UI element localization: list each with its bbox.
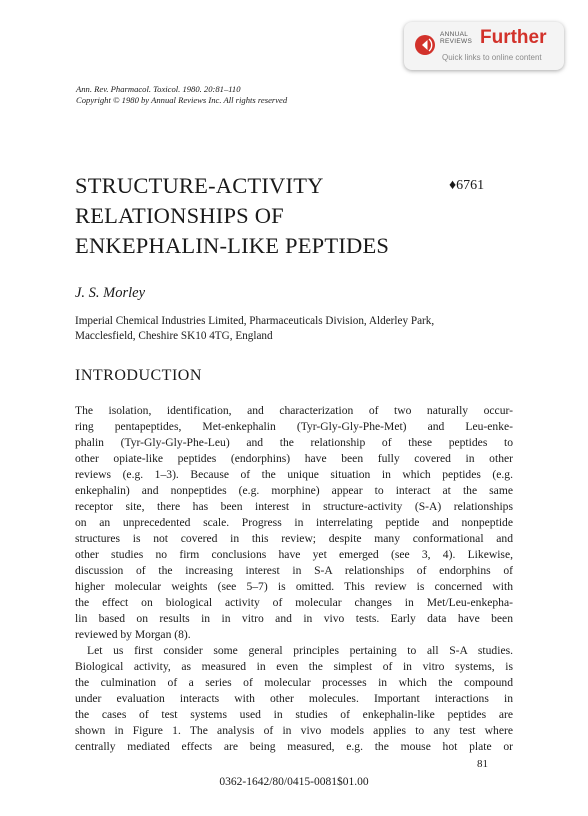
text-line: on an unprecedented scale. Progress in interrelating peptide and nonpeptide (75, 516, 513, 529)
text-line: ring pentapeptides, Met-enkephalin (Tyr-Gly-Gly-Phe-Met) and Leu-enke- (75, 420, 513, 433)
text-line: enkephalin) and nonpeptides (e.g. morphine) appear to interact at the same (75, 484, 513, 497)
text-line: phalin (Tyr-Gly-Gly-Phe-Leu) and the relationship of these peptides to (75, 436, 513, 449)
text-line: receptor site, there has been interest in structure-activity (S-A) relationships (75, 500, 513, 513)
text-line: the cases of test systems used in studies of enkephalin-like peptides are (75, 708, 513, 721)
text-line: structures is not covered in this review; despite many conformational and (75, 532, 513, 545)
text-line: the effect on biological activity of molecular changes in Met/Leu-enkepha- (75, 596, 513, 609)
badge-quick-links: Quick links to online content (442, 53, 542, 62)
page-number: 81 (477, 758, 488, 770)
text-line: reviews (e.g. 1–3). Because of the unique situation in which peptides (e.g. (75, 468, 513, 481)
badge-brand: ANNUAL REVIEWS (440, 31, 473, 45)
text-line: under evaluation interacts with other molecules. Important interactions in (75, 692, 513, 705)
text-line: Biological activity, as measured in even the simplest of in vitro systems, is (75, 660, 513, 673)
text-line: other opiate-like peptides (endorphins) have been fully covered in other (75, 452, 513, 465)
paragraph-1 (75, 403, 513, 643)
article-title (75, 171, 435, 261)
author: J. S. Morley (75, 285, 146, 301)
body-text (75, 403, 513, 755)
text-line: discussion of the increasing interest in S-A relationships of endorphins of (75, 564, 513, 577)
affiliation-line: Macclesfield, Cheshire SK10 4TG, England (75, 330, 273, 342)
text-line: lin based on results in in vitro and in vivo tests. Early data have been (75, 612, 513, 625)
text-line: Let us first consider some general principles pertaining to all S-A studies. (87, 644, 513, 657)
citation (76, 84, 287, 106)
badge-further-label: Further (480, 27, 547, 48)
issn-footer: 0362-1642/80/0415-0081$01.00 (219, 776, 369, 788)
text-line: other studies no firm conclusions have yet emerged (see 3, 4). Likewise, (75, 548, 513, 561)
title-line: STRUCTURE-ACTIVITY (75, 173, 324, 198)
title-line: RELATIONSHIPS OF (75, 203, 284, 228)
citation-copyright: Copyright © 1980 by Annual Reviews Inc. All rights reserved (76, 95, 288, 105)
text-line: shown in Figure 1. The analysis of in vivo models applies to any test where (75, 724, 513, 737)
paragraph-2 (75, 643, 513, 755)
text-line: higher molecular weights (see 5–7) is omitted. This review is concerned with (75, 580, 513, 593)
section-heading: INTRODUCTION (75, 367, 202, 384)
text-line: The isolation, identification, and characterization of two naturally occur- (75, 404, 513, 417)
annual-reviews-logo-icon (414, 34, 436, 56)
text-line: centrally mediated effects are being measured, e.g. the mouse hot plate or (75, 740, 513, 753)
article-number: ♦6761 (449, 178, 485, 193)
further-badge[interactable] (404, 22, 564, 70)
text-line: reviewed by Morgan (8). (75, 628, 191, 641)
affiliation (75, 314, 515, 344)
text-line: the culmination of a series of molecular processes in which the compound (75, 676, 513, 689)
title-line: ENKEPHALIN-LIKE PEPTIDES (75, 233, 390, 258)
citation-journal: Ann. Rev. Pharmacol. Toxicol. 1980. 20:81–110 (76, 84, 241, 94)
affiliation-line: Imperial Chemical Industries Limited, Pharmaceuticals Division, Alderley Park, (75, 315, 435, 327)
